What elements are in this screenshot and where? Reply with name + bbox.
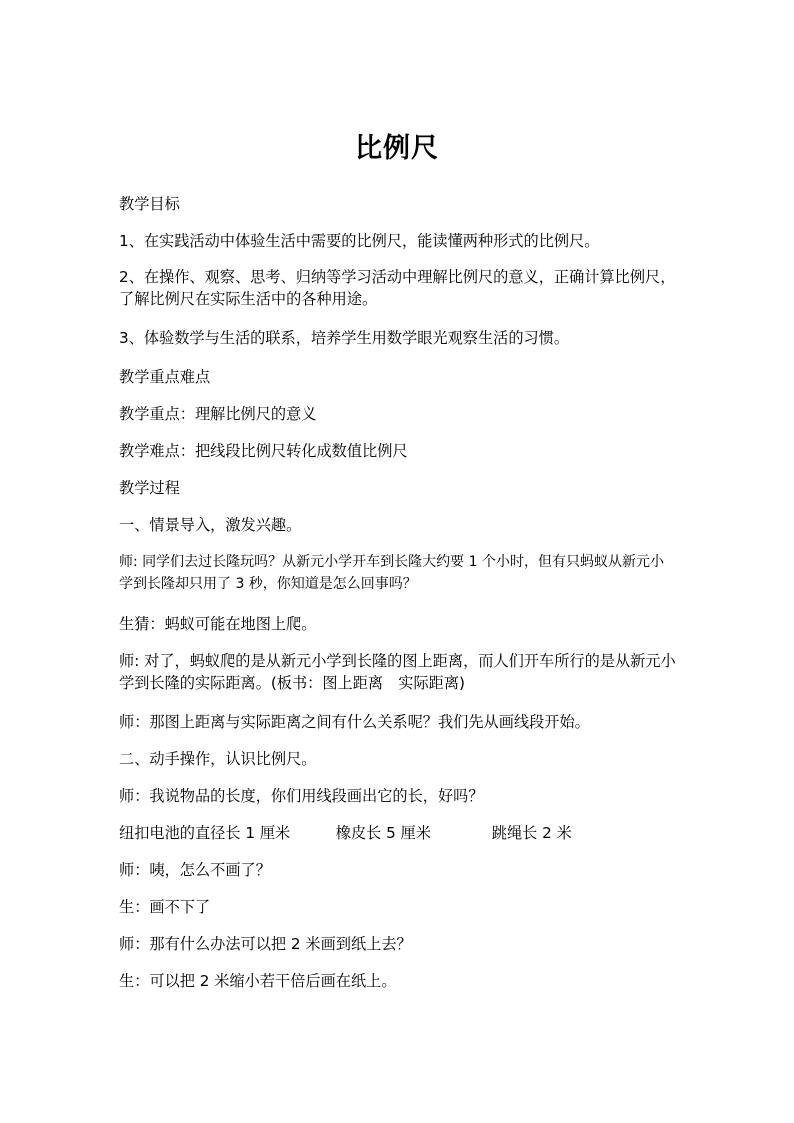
paragraph: 师：我说物品的长度，你们用线段画出它的长，好吗？: [119, 787, 484, 805]
paragraph: 师：那图上距离与实际距离之间有什么关系呢？我们先从画线段开始。: [119, 713, 590, 731]
section-heading-objectives: 教学目标: [119, 195, 180, 213]
paragraph: 1、在实践活动中体验生活中需要的比例尺，能读懂两种形式的比例尺。: [119, 232, 600, 250]
paragraph: 教学难点：把线段比例尺转化成数值比例尺: [119, 442, 408, 460]
section-heading-process: 教学过程: [119, 479, 180, 497]
paragraph: 一、情景导入，激发兴趣。: [119, 516, 302, 534]
paragraph: 生：画不下了: [119, 898, 211, 916]
paragraph: 2、在操作、观察、思考、归纳等学习活动中理解比例尺的意义，正确计算比例尺，了解比例尺在实际生活中的各种用途。: [119, 268, 676, 308]
paragraph: 生猜：蚂蚁可能在地图上爬。: [119, 615, 317, 633]
paragraph: 生：可以把 2 米缩小若干倍后画在纸上。: [119, 972, 397, 990]
section-heading-hands-on: 二、动手操作，认识比例尺。: [119, 750, 317, 768]
paragraph: 师：咦，怎么不画了？: [119, 861, 271, 879]
page-title: 比例尺: [355, 133, 439, 164]
paragraph: 教学重点：理解比例尺的意义: [119, 405, 317, 423]
paragraph: 师: 同学们去过长隆玩吗？从新元小学开车到长隆大约要 1 个小时，但有只蚂蚁从新元小学到长隆却只用了 3 秒，你知道是怎么回事吗？: [119, 554, 664, 592]
paragraph: 3、体验数学与生活的联系，培养学生用数学眼光观察生活的习惯。: [119, 329, 570, 347]
paragraph: 师：那有什么办法可以把 2 米画到纸上去？: [119, 935, 412, 953]
section-heading-key-points: 教学重点难点: [119, 368, 211, 386]
paragraph: 纽扣电池的直径长 1 厘米 橡皮长 5 厘米 跳绳长 2 米: [119, 824, 572, 842]
paragraph: 师: 对了，蚂蚁爬的是从新元小学到长隆的图上距离，而人们开车所行的是从新元小学到长隆的实际距离。(板书：图上距离 实际距离): [119, 652, 676, 692]
